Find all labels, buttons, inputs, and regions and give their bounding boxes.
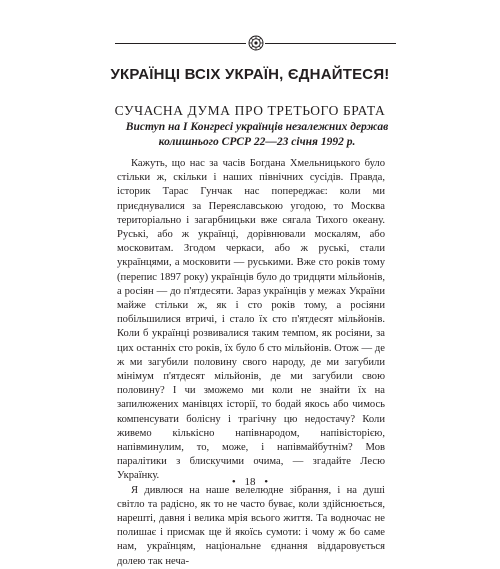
subtitle-line-2: колишнього СРСР 22—23 січня 1992 р. [158,136,356,148]
header-rule-left [115,43,246,44]
page-number: 18 [244,476,256,488]
sun-ornament-icon [248,35,264,51]
chapter-title: СУЧАСНА ДУМА ПРО ТРЕТЬОГО БРАТА [114,103,386,118]
body-text [117,157,385,569]
paragraph-1: Кажуть, що нас за часів Богдана Хмельницького було стільки ж, скільки і наших північних сусідів. Правда, історик Тарас Гунчак нас попереджає: коли ми приєднувалися за Переяславською угодою, то Москва територіально і загарбницьки вже сягала Тихого океану. Руські, або ж українці, дорівнювали москалям, або московитам. Згодом черкаси, або ж руські, стали українцями, а московити — руськими. Вже сто років тому (перепис 1897 року) українців було до тридцяти мільйонів, а росіян — до п'ятдесяти. Зараз українців у межах України майже стільки ж, як і сто років тому, а росіяни побільшилися втричі, і стало їх сто п'ятдесят мільйонів. Коли б українці розвивалися таким темпом, як росіяни, за цих останніх сто років, їх було б сто мільйонів. Отож — де ж ми загубили половину свого народу, де ми загубили мінімум п'ятдесят мільйонів, де ми загубили свою половину? І чи зможемо ми коли не знайти їх на запилюжених манівцях історії, то бодай якось або чимось компенсувати болісну і трагічну цю недостачу? Коли живемо кількісно напівнародом, напівісторією, напівминулим, то, може, і напівмайбутнім? Мов паралітики з блискучими очима, — згадайте Лесю Українку. [117,158,385,482]
subtitle-line-1: Виступ на І Конгресі українців незалежних держав [125,121,389,133]
chapter-subtitle [112,120,402,150]
section-title: УКРАЇНЦІ ВСІХ УКРАЇН, ЄДНАЙТЕСЯ! [110,66,390,83]
bullet-left: • [231,476,236,488]
page-number-footer [0,476,500,488]
paragraph-2: Я дивлюся на наше велелюдне зібрання, і на душі світло та радісно, як то не часто буває, коли здійснюється, нарешті, давня і велика мрія всього життя. Та водночас не полишає і присмак ще й якоїсь сумоти: і чому ж бо саме нам, українцям, національне єднання віддаровується долею так неча- [117,484,385,567]
bullet-right: • [264,476,269,488]
header-rule-right [265,43,396,44]
